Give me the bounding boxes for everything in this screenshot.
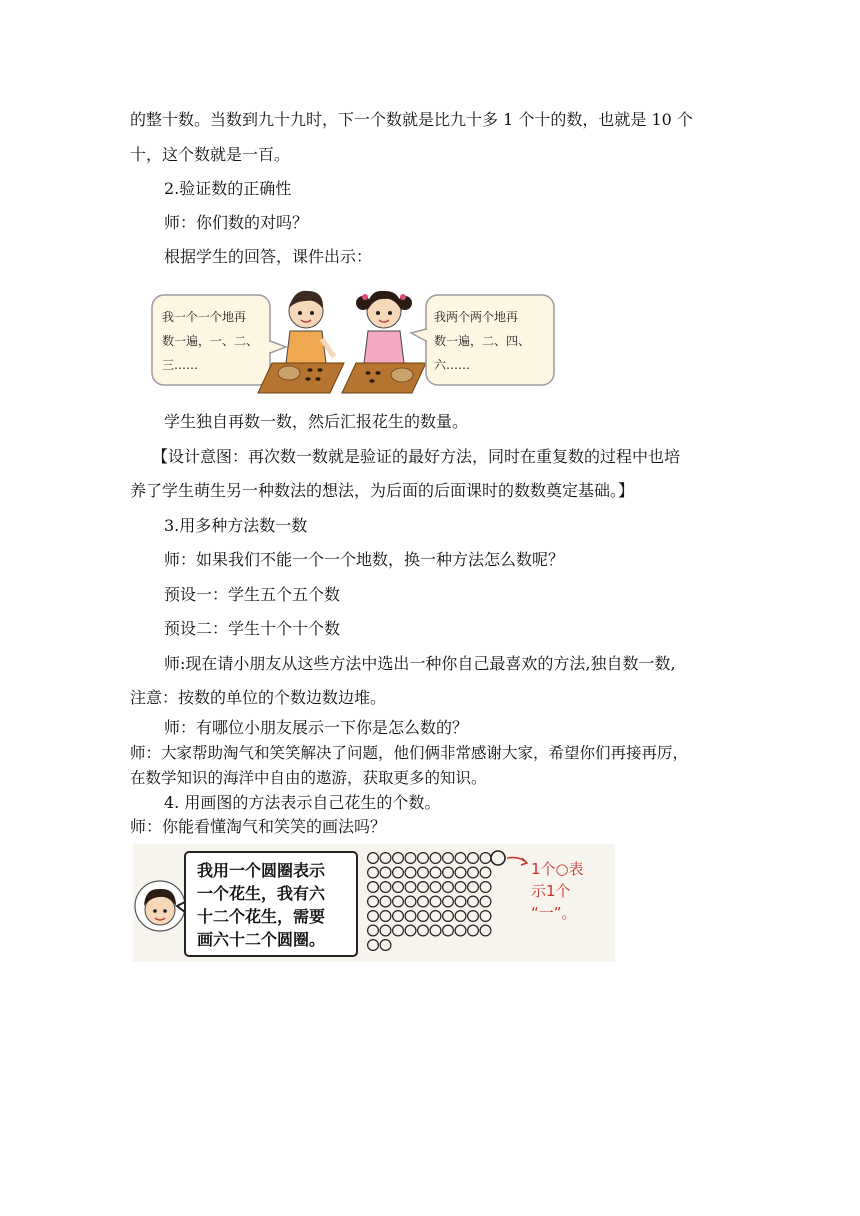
girl-bubble-text: 我两个两个地再 <box>434 310 519 324</box>
girl-bubble-text: 数一遍，二、四、 <box>434 334 531 348</box>
dialogue-line: 师：大家帮助淘气和笑笑解决了问题，他们俩非常感谢大家，希望你们再接再厉， <box>130 744 689 762</box>
boy-bubble-text: 三…… <box>162 358 199 372</box>
girl-speech-bubble <box>411 295 554 385</box>
dialogue-line: 在数学知识的海洋中自由的遨游，获取更多的知识。 <box>130 769 487 787</box>
dialogue-line: 师:现在请小朋友从这些方法中选出一种你自己最喜欢的方法,独自数一数, <box>164 654 676 673</box>
section-heading: 2.验证数的正确性 <box>164 179 292 198</box>
dialogue-line: 师：如果我们不能一个一个地数，换一种方法怎么数呢？ <box>164 550 565 569</box>
paragraph-line: 的整十数。当数到九十九时，下一个数就是比九十多 1 个十的数，也就是 10 个 <box>130 110 693 129</box>
section-heading: 3.用多种方法数一数 <box>164 516 308 535</box>
bubble-text: 画六十二个圆圈。 <box>197 930 326 949</box>
peanut-tray-boy <box>258 363 344 393</box>
design-intent: 【设计意图：再次数一数就是验证的最好方法，同时在重复数的过程中也培 <box>152 447 681 466</box>
boy-speech-bubble <box>152 295 286 385</box>
bubble-text: 一个花生，我有六 <box>197 884 326 903</box>
note-text: “一”。 <box>531 904 577 922</box>
bubble-text: 十二个花生，需要 <box>197 907 326 926</box>
drawing-method-figure <box>133 844 615 962</box>
dialogue-line: 注意：按数的单位的个数边数边堆。 <box>130 688 387 707</box>
design-intent: 养了学生萌生另一种数法的想法，为后面的后面课时的数数奠定基础。】 <box>130 481 635 500</box>
peanut-tray-girl <box>342 363 426 393</box>
section-heading: 4. 用画图的方法表示自己花生的个数。 <box>164 793 441 812</box>
courseware-figure-counting <box>134 281 562 399</box>
paragraph-line: 十，这个数就是一百。 <box>130 145 291 164</box>
boy-speech-bubble <box>177 852 357 956</box>
paragraph-line: 学生独自再数一数，然后汇报花生的数量。 <box>164 412 469 431</box>
boy-bubble-text: 我一个一个地再 <box>162 310 247 324</box>
note-text: 示1个 <box>531 882 571 900</box>
bubble-text: 我用一个圆圈表示 <box>197 861 326 880</box>
girl-illustration <box>356 291 412 363</box>
girl-bubble-text: 六…… <box>434 358 471 372</box>
note-text: 1个○表 <box>531 860 584 878</box>
paragraph-line: 预设二：学生十个十个数 <box>164 619 341 638</box>
paragraph-line: 根据学生的回答，课件出示： <box>164 247 373 266</box>
dialogue-line: 师：你能看懂淘气和笑笑的画法吗？ <box>130 817 387 836</box>
dialogue-line: 师：有哪位小朋友展示一下你是怎么数的？ <box>164 718 469 737</box>
boy-illustration <box>286 291 334 363</box>
dialogue-line: 师：你们数的对吗？ <box>164 213 309 232</box>
paragraph-line: 预设一：学生五个五个数 <box>164 585 341 604</box>
boy-bubble-text: 数一遍，一、二、 <box>162 334 259 348</box>
